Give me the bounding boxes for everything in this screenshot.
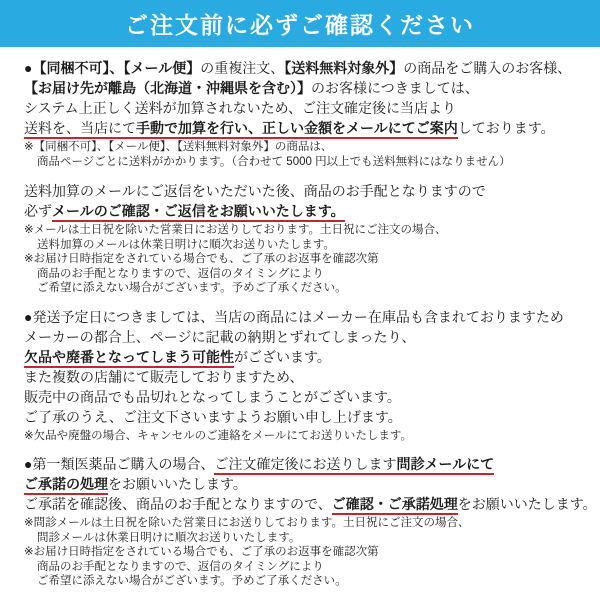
text-segment: 販売中の商品でも品切れとなってしまうことがございます。 bbox=[24, 388, 401, 405]
text-segment: のお客様につきましては、 bbox=[311, 80, 479, 96]
page-title: ご注文前に必ずご確認ください bbox=[125, 12, 475, 38]
notice-line bbox=[24, 223, 600, 238]
notice-line bbox=[24, 531, 600, 546]
text-segment: をお願いいたします。 bbox=[457, 496, 597, 512]
text-segment: また複数の店舗にて販売しておりますため、 bbox=[24, 368, 304, 385]
text-segment: ※問診メールは土日祝を除いた営業日にお送りしております。土日祝にご注文の場合、 bbox=[24, 517, 470, 529]
text-segment: 問診メールは休業日明けに順次お送りいたします。 bbox=[37, 531, 301, 544]
notice-line bbox=[24, 327, 600, 347]
notice-body bbox=[0, 47, 600, 589]
text-segment: ご希望に添えない場合がございます。予めご了承ください。 bbox=[37, 575, 347, 587]
notice-line bbox=[24, 454, 600, 474]
notice-section-first-class-drug bbox=[24, 454, 600, 589]
text-segment: をお願いいたします。 bbox=[108, 476, 247, 492]
notice-section-shipping-surcharge bbox=[24, 58, 600, 296]
text-segment: ●第一類医薬品ご購入の場合、 bbox=[24, 456, 215, 472]
text-segment: ※欠品や廃盤の場合、キャンセルのご連絡をメールにてお送りいたします。 bbox=[24, 429, 412, 442]
notes-block bbox=[24, 140, 600, 169]
notice-line bbox=[24, 140, 600, 155]
text-segment: 送料加算のメールにご返信をいただいた後、商品のお手配となりますので bbox=[24, 183, 486, 199]
text-segment: ご承諾を確認後、商品のお手配となりますので、 bbox=[24, 496, 332, 512]
text-segment: 送料加算のメールは休業日明けに順次お送りいたします。 bbox=[37, 238, 335, 251]
notes-block bbox=[24, 516, 600, 589]
text-segment: しております。 bbox=[457, 120, 555, 136]
text-segment: 欠品や廃番となってしまう可能性 bbox=[24, 349, 234, 368]
notice-line bbox=[24, 474, 600, 494]
text-segment: ご承諾の処理 bbox=[24, 476, 108, 495]
notice-line bbox=[24, 560, 600, 575]
notice-line bbox=[24, 516, 600, 531]
notice-line bbox=[24, 307, 600, 327]
notice-line bbox=[24, 429, 600, 444]
notice-line bbox=[24, 238, 600, 253]
notice-section-shipping-schedule bbox=[24, 307, 600, 444]
notice-line bbox=[24, 347, 600, 367]
text-segment: ※お届け日時指定をされている場合でも、ご了承のお返事を確認次第 bbox=[24, 546, 379, 558]
text-segment: メーカーの都合上、ページに記載の納期とずれてしまったり、 bbox=[24, 328, 416, 345]
text-segment: ご希望に添えない場合がございます。予めご了承ください。 bbox=[37, 282, 347, 294]
notice-line bbox=[24, 78, 600, 98]
notice-line bbox=[24, 574, 600, 589]
main-block bbox=[24, 181, 600, 221]
text-segment: 商品のお手配となりますので、返信のタイミングにより bbox=[37, 267, 324, 280]
text-segment: の重複注文、 bbox=[200, 60, 285, 76]
notice-line bbox=[24, 387, 600, 407]
main-block bbox=[24, 454, 600, 514]
text-segment: 商品ページごとに送料がかかります。（合わせて 5000 円以上でも送料無料にはなりません） bbox=[37, 155, 511, 168]
notice-line bbox=[24, 58, 600, 78]
text-segment: 送料を、当店にて bbox=[24, 120, 136, 139]
text-segment: 必ず bbox=[24, 203, 52, 219]
text-segment: ※【同梱不可】、【メール便】、【送料無料対象外】の商品は、 bbox=[24, 141, 333, 153]
notice-line bbox=[24, 267, 600, 282]
text-segment: 手動で加算を行い、正しい金額をメールにてご案内 bbox=[136, 120, 458, 139]
text-segment: ●発送予定日につきましては、当店の商品にはメーカー在庫品も含まれておりますため bbox=[24, 308, 564, 325]
text-segment: 【同梱不可】、【メール便】 bbox=[32, 60, 201, 76]
notes-block bbox=[24, 429, 600, 444]
main-block bbox=[24, 307, 600, 427]
text-segment: ※メールは土日祝を除いた営業日にお送りしております。土日祝にご注文の場合、 bbox=[24, 224, 447, 236]
notice-line bbox=[24, 181, 600, 201]
text-segment: ※お届け日時指定をされている場合でも、ご了承のお返事を確認次第 bbox=[24, 253, 379, 265]
text-segment: ご確認・ご承諾処理 bbox=[332, 496, 458, 515]
text-segment: システム上正しく送料が加算されないため、ご注文確定後に当店より bbox=[24, 100, 457, 116]
text-segment: 【送料無料対象外】 bbox=[284, 60, 404, 76]
notice-line bbox=[24, 201, 600, 221]
text-segment: メールのご確認・ご返信をお願いいたします。 bbox=[52, 203, 345, 222]
notice-line bbox=[24, 545, 600, 560]
text-segment: ご注文確定後にお送りします bbox=[214, 456, 396, 475]
text-segment: 問診メールにて bbox=[396, 456, 494, 475]
text-segment: 【お届け先が離島（北海道・沖縄県を含む）】 bbox=[24, 80, 311, 96]
notes-block bbox=[24, 223, 600, 296]
text-segment: ご了承のうえ、ご注文下さいますようお願い申し上げます。 bbox=[24, 408, 402, 425]
notice-line bbox=[24, 407, 600, 427]
text-segment: 商品のお手配となりますので、返信のタイミングにより bbox=[37, 560, 324, 573]
text-segment: ● bbox=[24, 60, 33, 76]
main-block bbox=[24, 58, 600, 138]
notice-line bbox=[24, 252, 600, 267]
notice-line bbox=[24, 118, 600, 138]
notice-line bbox=[24, 155, 600, 170]
notice-line bbox=[24, 367, 600, 387]
notice-line bbox=[24, 98, 600, 118]
header-banner bbox=[0, 0, 600, 47]
notice-line bbox=[24, 494, 600, 514]
notice-line bbox=[24, 281, 600, 296]
text-segment: の商品をご購入のお客様、 bbox=[403, 60, 572, 76]
text-segment: がございます。 bbox=[234, 348, 331, 365]
